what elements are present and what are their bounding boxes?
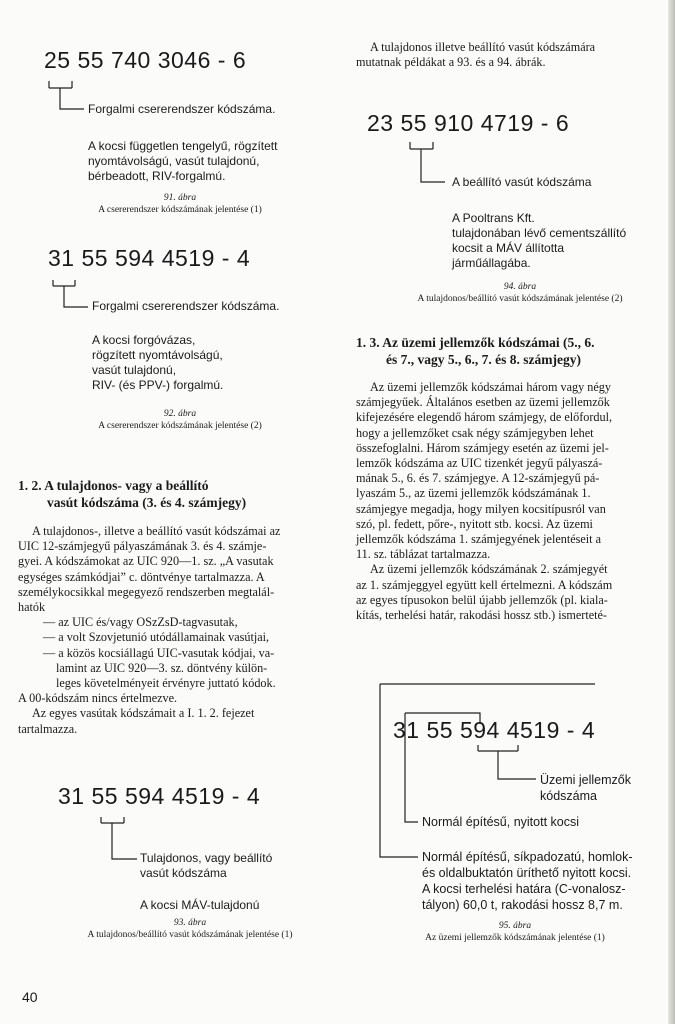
fig93-label-line: Tulajdonos, vagy beállító xyxy=(140,851,273,865)
text-line: UIC 12-számjegyű pályaszámának 3. és 4. számje- xyxy=(18,539,267,554)
text-line: Az üzemi jellemzők kódszámának 2. számjegyét xyxy=(370,562,608,577)
fig92-code: 31 55 594 4519 - 4 xyxy=(48,245,251,271)
fig94-desc-line: A Pooltrans Kft. xyxy=(452,211,535,225)
fig95-bracket xyxy=(478,745,518,751)
list-item: — az UIC és/vagy OSzZsD-tagvasutak, xyxy=(43,615,238,630)
fig91-number: 91. ábra xyxy=(163,193,197,203)
text-line: személykocsikkal megegyező rendszerben megtalál- xyxy=(18,584,275,599)
fig95-label-line: Üzemi jellemzők xyxy=(540,773,631,787)
fig93-label-line: vasút kódszáma xyxy=(140,866,227,880)
text-line: A tulajdonos illetve beállító vasút kódszámára xyxy=(370,40,596,54)
fig92-desc-line: A kocsi forgóvázas, xyxy=(92,333,196,347)
fig92-bracket xyxy=(53,280,75,286)
section-1-2-text xyxy=(18,524,332,737)
right-intro xyxy=(356,40,675,70)
text-line: számjegye megadja, hogy milyen kocsitípusról van xyxy=(356,501,606,516)
heading-line: 1. 2. A tulajdonos- vagy a beállító xyxy=(18,478,209,493)
fig92-label: Forgalmi csererendszer kódszáma. xyxy=(92,299,280,313)
fig92-desc-line: vasút tulajdonú, xyxy=(92,363,177,377)
fig95-detail-line: tályon) 60,0 t, rakodási hossz 8,7 m. xyxy=(422,898,623,912)
fig93-caption-text: A tulajdonos/beállító vasút kódszámának jelentése (1) xyxy=(87,930,293,940)
text-line: A tulajdonos-, illetve a beállító vasút kódszámai az xyxy=(32,524,281,538)
fig95-detail-line: és oldalbuktatón üríthető nyitott kocsi. xyxy=(422,866,632,880)
text-line: jellemzők kódszáma 1. számjegyének jelentéseit a xyxy=(356,532,602,547)
fig94-leader xyxy=(421,149,445,182)
fig91-desc-line: A kocsi független tengelyű, rögzített xyxy=(88,139,278,153)
fig91-bracket xyxy=(49,81,72,88)
fig95-label-normal: Normál építésű, nyitott kocsi xyxy=(422,815,580,829)
fig95-caption-text: Az üzemi jellemzők kódszámának jelentése (1) xyxy=(425,933,605,943)
page-number: 40 xyxy=(22,989,38,1005)
fig93-label xyxy=(140,851,272,881)
text-line: hatók xyxy=(18,600,46,615)
heading-line: 1. 3. Az üzemi jellemzők kódszámai (5., 6. xyxy=(356,335,595,350)
text-line: lemzők kódszáma az UIC tizenkét jegyű pályaszá- xyxy=(356,456,603,471)
section-1-3-heading xyxy=(356,334,675,368)
fig95-number: 95. ábra xyxy=(498,921,532,931)
fig95-label-line: kódszáma xyxy=(540,789,597,803)
text-line: Az egyes vasútak kódszámait a I. 1. 2. fejezet xyxy=(32,706,255,721)
text-line: Az üzemi jellemzők kódszámai három vagy négy xyxy=(370,380,611,394)
text-line: tartalmazza. xyxy=(18,721,78,736)
fig91-code: 25 55 740 3046 - 6 xyxy=(44,47,247,73)
section-1-2-heading xyxy=(18,477,338,511)
fig93-code: 31 55 594 4519 - 4 xyxy=(58,783,261,809)
list-item: leges követelményeit érvényre juttató kódok. xyxy=(56,676,276,691)
text-line: A 00-kódszám nincs értelmezve. xyxy=(18,691,178,706)
text-line: 11. sz. táblázat tartalmazza. xyxy=(356,547,491,562)
fig91-description xyxy=(88,139,277,184)
text-line: egységes számkódjai” c. döntvénye tartalmazza. A xyxy=(18,569,265,584)
fig94-number: 94. ábra xyxy=(503,282,537,292)
fig95-label-operating xyxy=(540,772,631,804)
text-line: kifejezésére elegendő három számjegy, de előfordul, xyxy=(356,410,613,425)
fig92-number: 92. ábra xyxy=(163,409,197,419)
fig95-detail-line: A kocsi terhelési határa (C-vonalosz- xyxy=(422,882,626,896)
text-line: az 1. számjeggyel együtt kell értelmezni. A kódszám xyxy=(356,577,613,592)
fig91-caption-text: A csererendszer kódszámának jelentése (1) xyxy=(98,205,262,215)
text-line: számjegyűek. Általános esetben az üzemi jellemzők xyxy=(356,395,610,410)
fig94-caption-text: A tulajdonos/beállító vasút kódszámának jelentése (2) xyxy=(417,294,623,304)
list-item: — a közös kocsiállagú UIC-vasutak kódjai, va- xyxy=(43,645,275,660)
heading-line: vasút kódszáma (3. és 4. számjegy) xyxy=(47,495,247,510)
text-line: mutatnak példákat a 93. és a 94. ábrák. xyxy=(356,55,546,70)
fig92-leader xyxy=(64,286,88,307)
fig92-caption-text: A csererendszer kódszámának jelentése (2) xyxy=(98,421,262,431)
text-line: gyei. A kódszámokat az UIC 920—1. sz. „A vasutak xyxy=(18,554,274,569)
fig93-number: 93. ábra xyxy=(173,918,207,928)
fig95-label-detail xyxy=(422,849,633,913)
fig91-desc-line: nyomtávolságú, vasút tulajdonú, xyxy=(88,154,260,168)
list-item: — a volt Szovjetunió utódállamainak vasútjai, xyxy=(43,630,270,645)
fig93-caption xyxy=(30,917,350,941)
text-line: az egyes típusokon belül újabb jellemzők (pl. kiala- xyxy=(356,592,608,607)
fig95-detail-line: Normál építésű, síkpadozatú, homlok- xyxy=(422,850,633,864)
fig94-description xyxy=(452,211,626,271)
text-line: mának 5., 6. és 7. számjegye. A 12-számjegyű pá- xyxy=(356,471,600,486)
list-item: lamint az UIC 920—3. sz. döntvény külön- xyxy=(56,660,268,675)
text-line: szó, pl. fedett, pőre-, nyitott stb. kocsi. Az üzemi xyxy=(356,516,593,531)
fig94-bracket xyxy=(410,142,433,149)
heading-line: és 7., vagy 5., 6., 7. és 8. számjegy) xyxy=(386,352,581,367)
fig92-caption xyxy=(30,408,330,432)
text-line: kítás, terhelési határ, rakodási hossz stb.) ismerteté- xyxy=(356,608,607,623)
fig95-leader-1 xyxy=(498,751,536,779)
fig94-label: A beállító vasút kódszáma xyxy=(452,175,592,189)
fig91-caption xyxy=(30,192,330,216)
fig91-leader xyxy=(60,88,84,109)
fig94-desc-line: tulajdonában lévő cementszállító xyxy=(452,226,627,240)
fig94-desc-line: járműállagába. xyxy=(452,256,531,270)
fig93-bracket xyxy=(101,817,124,823)
page-edge xyxy=(668,0,675,1024)
section-1-3-text xyxy=(356,380,675,623)
text-line: összefoglalni. Három számjegy esetén az üzemi jel- xyxy=(356,440,609,455)
fig94-caption xyxy=(360,281,675,305)
fig93-description: A kocsi MÁV-tulajdonú xyxy=(140,898,260,912)
fig92-description xyxy=(92,333,223,393)
fig92-desc-line: RIV- (és PPV-) forgalmú. xyxy=(92,378,224,392)
fig92-desc-line: rögzített nyomtávolságú, xyxy=(92,348,223,362)
fig94-code: 23 55 910 4719 - 6 xyxy=(367,110,570,136)
fig95-outer-leader xyxy=(380,684,418,857)
text-line: lyaszám 5., az üzemi jellemzők kódszámának 1. xyxy=(356,486,591,501)
fig95-caption xyxy=(360,920,670,944)
fig94-desc-line: kocsit a MÁV állította xyxy=(452,241,565,255)
fig93-leader xyxy=(112,823,137,859)
text-line: hogy a jellemzőket csak négy számjegyben lehet xyxy=(356,425,594,440)
fig95-code: 31 55 594 4519 - 4 xyxy=(393,717,596,743)
fig91-desc-line: bérbeadott, RIV-forgalmú. xyxy=(88,169,226,183)
fig91-label: Forgalmi csererendszer kódszáma. xyxy=(88,102,276,116)
